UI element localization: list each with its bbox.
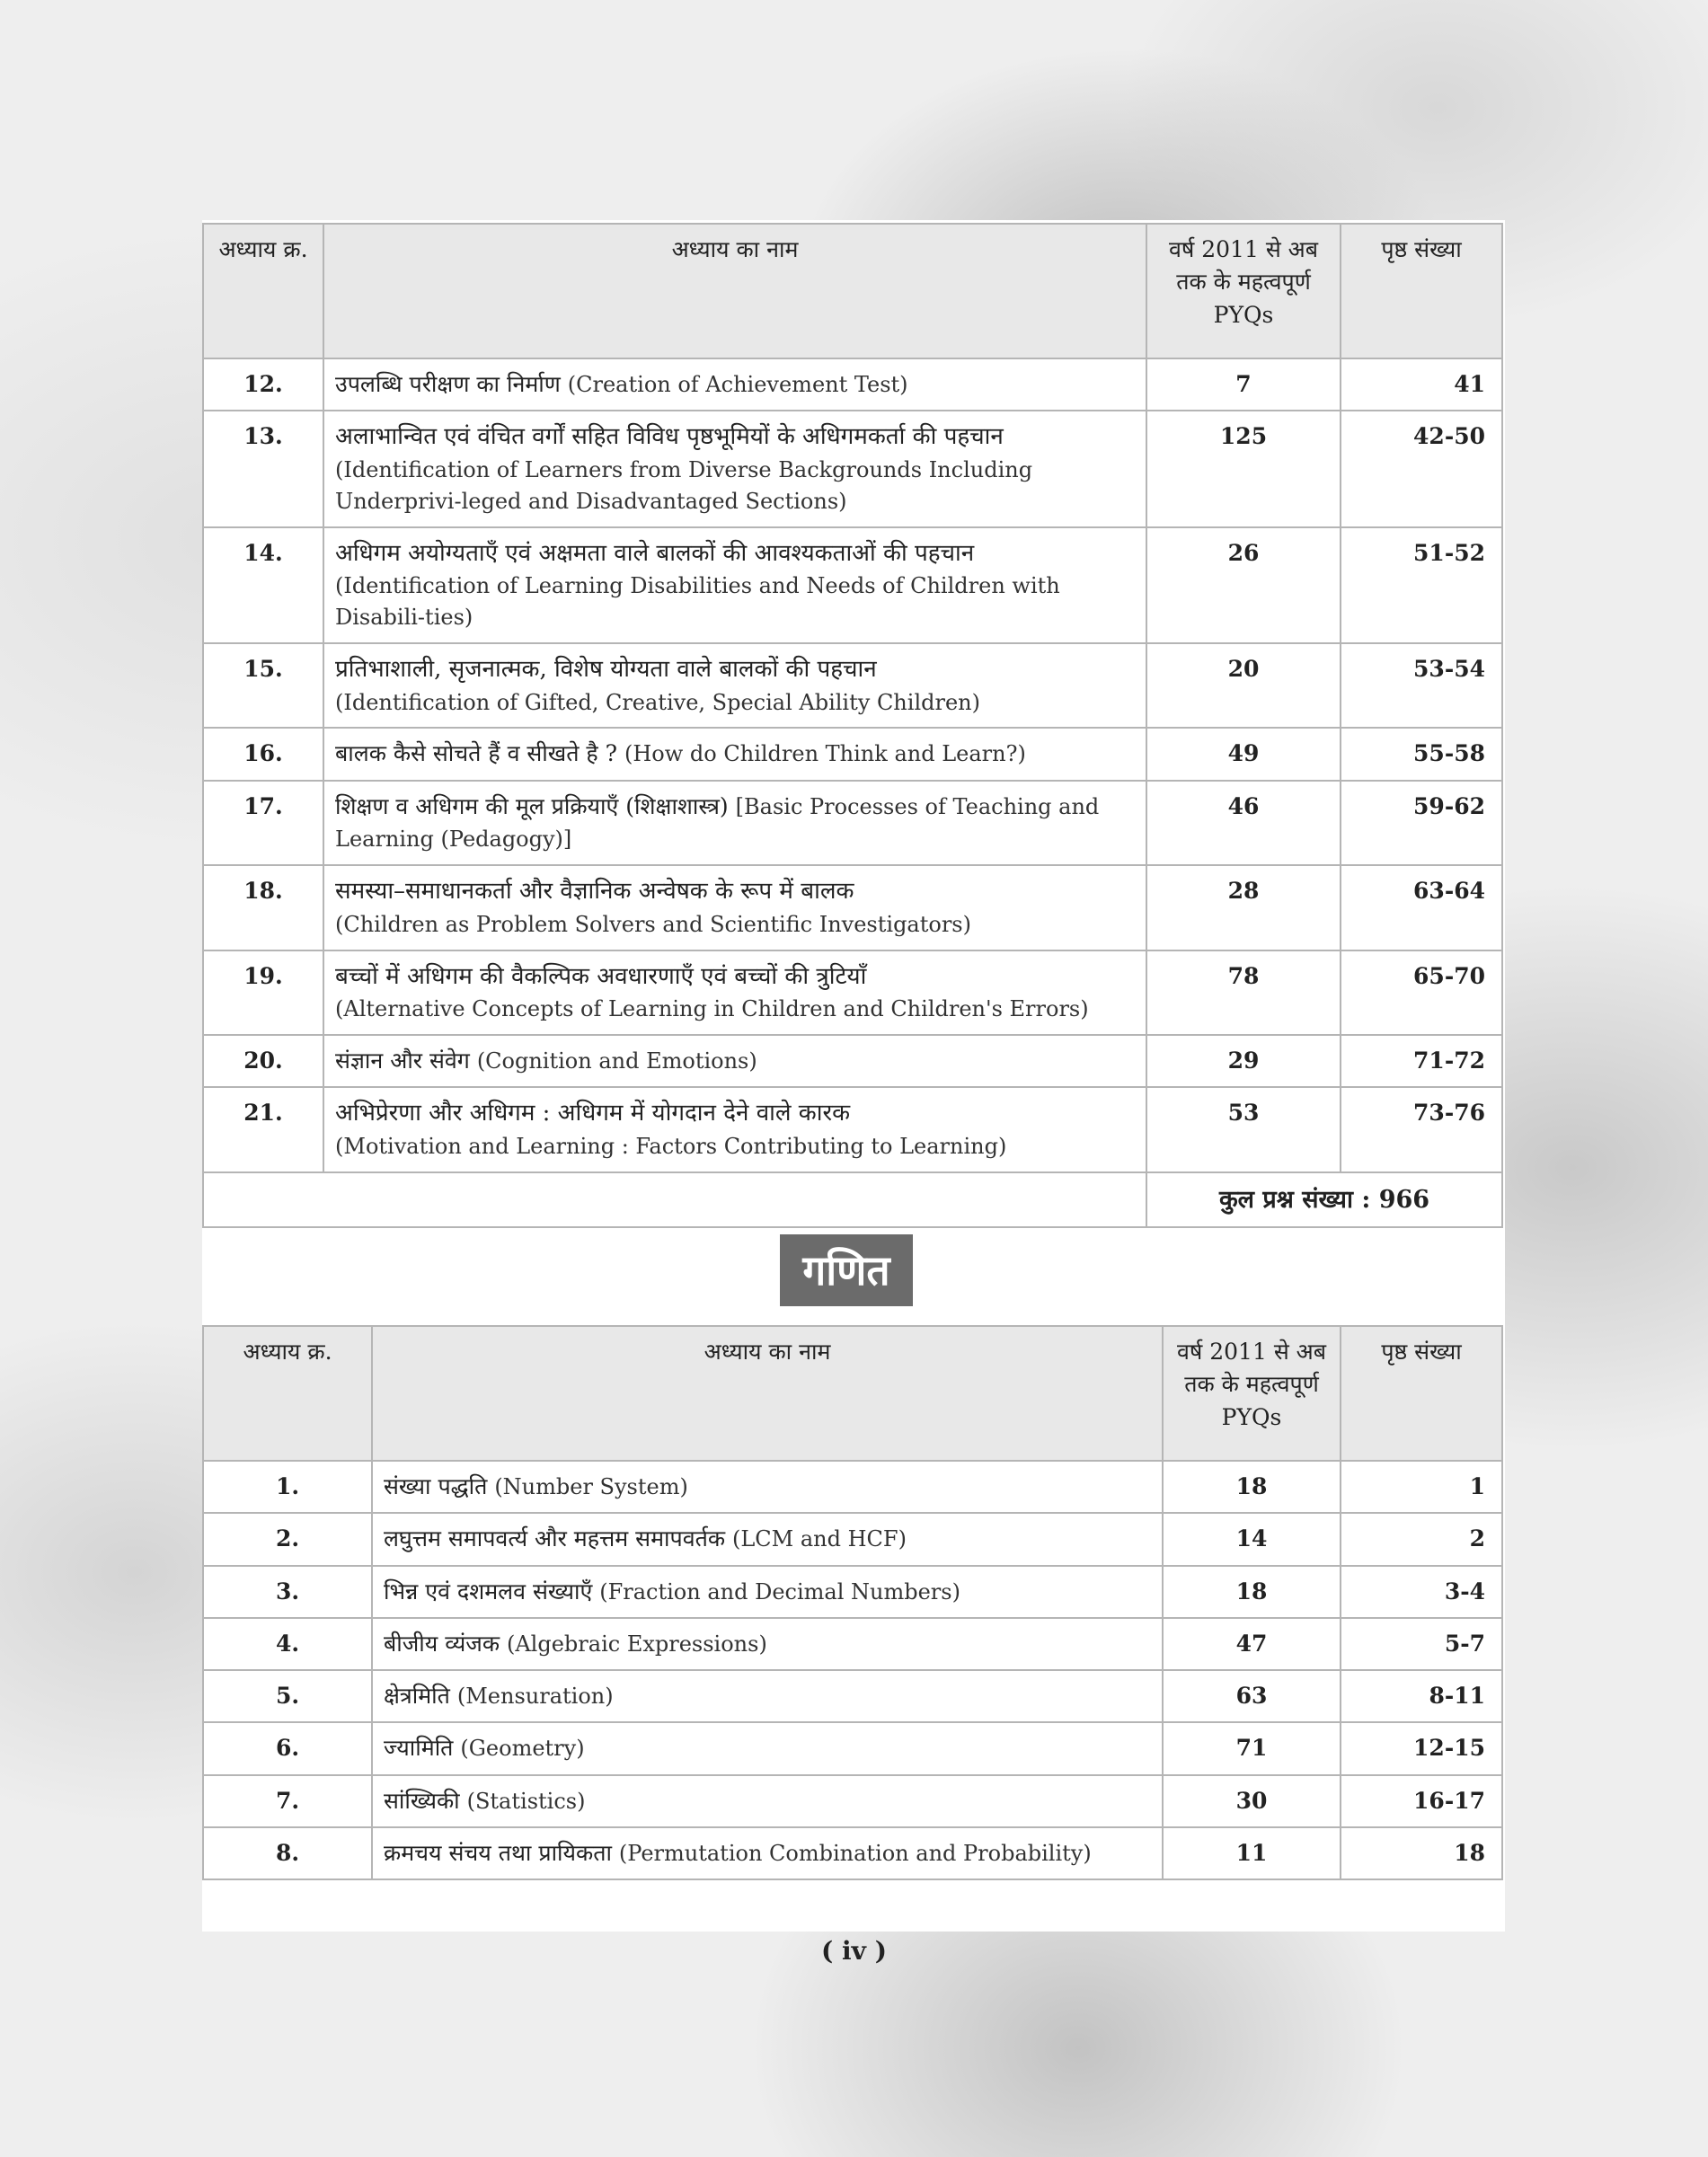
chapter-name-hindi: संख्या पद्धति — [384, 1473, 488, 1499]
table-row — [203, 643, 1502, 728]
chapter-name — [372, 1566, 1163, 1618]
page-range: 2 — [1341, 1513, 1502, 1565]
chapter-name — [323, 865, 1146, 950]
header-page-no: पृष्ठ संख्या — [1341, 224, 1502, 358]
page-range: 16-17 — [1341, 1775, 1502, 1827]
chapter-no: 3. — [203, 1566, 372, 1618]
chapter-no: 21. — [203, 1087, 323, 1171]
chapter-name-hindi: बीजीय व्यंजक — [384, 1630, 500, 1657]
chapter-no: 19. — [203, 950, 323, 1035]
chapter-name — [323, 1087, 1146, 1171]
table-row — [203, 527, 1502, 643]
chapter-name-hindi: प्रतिभाशाली, सृजनात्मक, विशेष योग्यता वाले बालकों की पहचान — [335, 655, 877, 683]
pyq-count: 46 — [1146, 781, 1341, 866]
table-row — [203, 1461, 1502, 1513]
chapter-name-english: (Children as Problem Solvers and Scientific Investigators) — [335, 911, 971, 937]
chapter-name-hindi: सांख्यिकी — [384, 1787, 460, 1814]
page-range: 63-64 — [1341, 865, 1502, 950]
chapter-no: 6. — [203, 1722, 372, 1774]
pyq-count: 78 — [1146, 950, 1341, 1035]
pyq-count: 63 — [1163, 1670, 1341, 1722]
chapter-no: 5. — [203, 1670, 372, 1722]
chapter-name-hindi: अभिप्रेरणा और अधिगम : अधिगम में योगदान देने वाले कारक — [335, 1100, 851, 1127]
table-row — [203, 1566, 1502, 1618]
chapter-name — [372, 1513, 1163, 1565]
pyq-count: 47 — [1163, 1618, 1341, 1670]
page-range: 73-76 — [1341, 1087, 1502, 1171]
table-row — [203, 950, 1502, 1035]
chapter-name-english: (Identification of Learning Disabilities and Needs of Children with Disabili-ties) — [335, 573, 1060, 631]
page-range: 42-50 — [1341, 411, 1502, 526]
table-row — [203, 1618, 1502, 1670]
chapter-name-hindi: बच्चों में अधिगम की वैकल्पिक अवधारणाएँ एवं बच्चों की त्रुटियाँ — [335, 962, 867, 990]
chapter-name — [323, 728, 1146, 780]
page-range: 59-62 — [1341, 781, 1502, 866]
chapter-name-english: (Motivation and Learning : Factors Contributing to Learning) — [335, 1133, 1007, 1159]
chapter-name — [372, 1461, 1163, 1513]
table-row — [203, 1722, 1502, 1774]
table-row — [203, 728, 1502, 780]
pyq-count: 125 — [1146, 411, 1341, 526]
chapter-name-hindi: संज्ञान और संवेग — [335, 1048, 470, 1074]
chapter-name — [372, 1827, 1163, 1879]
page-range: 1 — [1341, 1461, 1502, 1513]
chapter-name-english: (Mensuration) — [456, 1684, 614, 1709]
chapter-name — [323, 950, 1146, 1035]
pyq-count: 28 — [1146, 865, 1341, 950]
chapter-no: 7. — [203, 1775, 372, 1827]
total-question-count: कुल प्रश्न संख्या : 966 — [1146, 1172, 1502, 1227]
chapter-name — [323, 527, 1146, 643]
chapter-name-english: (Algebraic Expressions) — [506, 1631, 767, 1657]
chapter-name-english: (Identification of Gifted, Creative, Special Ability Children) — [335, 689, 980, 715]
pyq-count: 49 — [1146, 728, 1341, 780]
chapter-name-english: (Cognition and Emotions) — [476, 1048, 757, 1074]
chapter-no: 18. — [203, 865, 323, 950]
chapter-no: 12. — [203, 358, 323, 411]
chapter-name — [372, 1722, 1163, 1774]
chapter-no: 13. — [203, 411, 323, 526]
page-range: 5-7 — [1341, 1618, 1502, 1670]
chapter-no: 20. — [203, 1035, 323, 1087]
pyq-count: 18 — [1163, 1461, 1341, 1513]
section-title-maths: गणित — [780, 1234, 913, 1306]
page-range: 65-70 — [1341, 950, 1502, 1035]
page-number: ( iv ) — [821, 1936, 887, 1966]
chapter-name-hindi: बालक कैसे सोचते हैं व सीखते है ? — [335, 740, 618, 767]
pyq-count: 71 — [1163, 1722, 1341, 1774]
page-range: 71-72 — [1341, 1035, 1502, 1087]
pyq-count: 26 — [1146, 527, 1341, 643]
table-row — [203, 1087, 1502, 1171]
chapter-name-hindi: भिन्न एवं दशमलव संख्याएँ — [384, 1578, 593, 1604]
chapter-name-hindi: ज्यामिति — [384, 1735, 454, 1762]
page-range: 3-4 — [1341, 1566, 1502, 1618]
page-range: 55-58 — [1341, 728, 1502, 780]
header-page-no: पृष्ठ संख्या — [1341, 1326, 1502, 1461]
chapter-name — [323, 781, 1146, 866]
chapter-name — [372, 1775, 1163, 1827]
page-range: 12-15 — [1341, 1722, 1502, 1774]
chapter-name-hindi: उपलब्धि परीक्षण का निर्माण — [335, 371, 561, 397]
chapter-name-hindi: क्रमचय संचय तथा प्रायिकता — [384, 1839, 612, 1866]
table-row — [203, 781, 1502, 866]
chapter-name — [323, 643, 1146, 728]
chapter-no: 4. — [203, 1618, 372, 1670]
table-row — [203, 1670, 1502, 1722]
chapter-name-hindi: समस्या–समाधानकर्ता और वैज्ञानिक अन्वेषक के रूप में बालक — [335, 878, 854, 906]
chapter-name-english: [Basic Processes of Teaching and Learning (Pedagogy)] — [335, 793, 1100, 852]
pyq-count: 14 — [1163, 1513, 1341, 1565]
chapter-name — [323, 358, 1146, 411]
chapter-name-english: (Geometry) — [460, 1736, 585, 1762]
page-range: 53-54 — [1341, 643, 1502, 728]
cdp-chapter-table — [202, 223, 1503, 1228]
pyq-count: 7 — [1146, 358, 1341, 411]
chapter-no: 15. — [203, 643, 323, 728]
table-row — [203, 1775, 1502, 1827]
table-header-row — [203, 1326, 1502, 1461]
chapter-name-hindi: अधिगम अयोग्यताएँ एवं अक्षमता वाले बालकों की आवश्यकताओं की पहचान — [335, 539, 975, 567]
chapter-no: 17. — [203, 781, 323, 866]
page-range: 51-52 — [1341, 527, 1502, 643]
chapter-no: 16. — [203, 728, 323, 780]
chapter-name-english: (LCM and HCF) — [732, 1526, 907, 1552]
chapter-name-english: (Permutation Combination and Probability) — [618, 1840, 1092, 1866]
chapter-name-english: (How do Children Think and Learn?) — [624, 741, 1026, 767]
header-chapter-no: अध्याय क्र. — [203, 1326, 372, 1461]
header-pyqs: वर्ष 2011 से अब तक के महत्वपूर्ण PYQs — [1163, 1326, 1341, 1461]
chapter-no: 14. — [203, 527, 323, 643]
chapter-name-hindi: शिक्षण व अधिगम की मूल प्रक्रियाएँ (शिक्षाशास्त्र) — [335, 792, 729, 819]
chapter-name-english: (Creation of Achievement Test) — [567, 372, 908, 397]
chapter-name-english: (Number System) — [494, 1474, 688, 1499]
header-chapter-no: अध्याय क्र. — [203, 224, 323, 358]
chapter-name-english: (Identification of Learners from Diverse Backgrounds Including Underprivi-leged and Disadvantaged Sections) — [335, 456, 1033, 514]
table-row — [203, 411, 1502, 526]
page-range: 18 — [1341, 1827, 1502, 1879]
total-row — [203, 1172, 1502, 1227]
page-range: 8-11 — [1341, 1670, 1502, 1722]
table-row — [203, 1035, 1502, 1087]
chapter-name — [372, 1618, 1163, 1670]
chapter-name-english: (Statistics) — [466, 1788, 586, 1814]
pyq-count: 29 — [1146, 1035, 1341, 1087]
pyq-count: 11 — [1163, 1827, 1341, 1879]
header-chapter-name: अध्याय का नाम — [323, 224, 1146, 358]
chapter-no: 2. — [203, 1513, 372, 1565]
table-row — [203, 1513, 1502, 1565]
chapter-name-hindi: क्षेत्रमिति — [384, 1683, 450, 1709]
chapter-name — [372, 1670, 1163, 1722]
chapter-name — [323, 411, 1146, 526]
chapter-name-english: (Alternative Concepts of Learning in Children and Children's Errors) — [335, 996, 1089, 1022]
page-range: 41 — [1341, 358, 1502, 411]
chapter-no: 1. — [203, 1461, 372, 1513]
pyq-count: 53 — [1146, 1087, 1341, 1171]
header-pyqs: वर्ष 2011 से अब तक के महत्वपूर्ण PYQs — [1146, 224, 1341, 358]
pyq-count: 30 — [1163, 1775, 1341, 1827]
table-header-row — [203, 224, 1502, 358]
chapter-no: 8. — [203, 1827, 372, 1879]
pyq-count: 20 — [1146, 643, 1341, 728]
math-chapter-table — [202, 1325, 1503, 1880]
chapter-name-hindi: लघुत्तम समापवर्त्य और महत्तम समापवर्तक — [384, 1525, 726, 1552]
chapter-name — [323, 1035, 1146, 1087]
table-row — [203, 358, 1502, 411]
chapter-name-hindi: अलाभान्वित एवं वंचित वर्गों सहित विविध पृष्ठभूमियों के अधिगमकर्ता की पहचान — [335, 423, 1004, 451]
table-row — [203, 1827, 1502, 1879]
header-chapter-name: अध्याय का नाम — [372, 1326, 1163, 1461]
chapter-name-english: (Fraction and Decimal Numbers) — [599, 1578, 960, 1604]
pyq-count: 18 — [1163, 1566, 1341, 1618]
table-row — [203, 865, 1502, 950]
